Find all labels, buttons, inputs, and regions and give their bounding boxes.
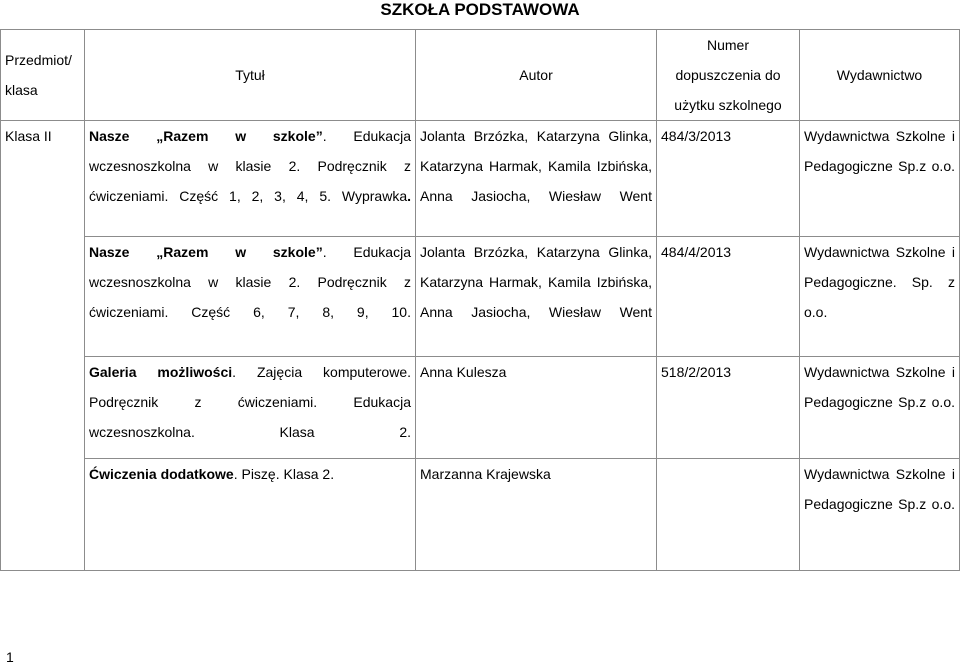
publisher-cell: Wydawnictwa Szkolne i Pedagogiczne Sp.z o.o. [800, 357, 960, 459]
header-number-line: użytku szkolnego [674, 97, 782, 113]
title-rest: . Edukacja wczesnoszkolna w klasie 2. Podręcznik z ćwiczeniami. Część 6, 7, 8, 9, 10. [89, 244, 411, 320]
title-tail: . [407, 188, 411, 204]
title-cell [85, 237, 416, 357]
author-cell: Anna Kulesza [416, 357, 657, 459]
publisher-cell: Wydawnictwa Szkolne i Pedagogiczne Sp.z o.o. [800, 459, 960, 571]
title-bold: Nasze „Razem w szkole” [89, 244, 323, 260]
title-cell [85, 357, 416, 459]
table-row [1, 357, 960, 459]
class-cell: Klasa II [1, 121, 85, 571]
author-cell: Jolanta Brzózka, Katarzyna Glinka, Katarzyna Harmak, Kamila Izbińska, Anna Jasiocha, Wiesław Went [416, 121, 657, 237]
title-bold: Ćwiczenia dodatkowe [89, 466, 234, 482]
author-cell: Marzanna Krajewska [416, 459, 657, 571]
author-cell: Jolanta Brzózka, Katarzyna Glinka, Katarzyna Harmak, Kamila Izbińska, Anna Jasiocha, Wiesław Went [416, 237, 657, 357]
title-bold: Nasze „Razem w szkole” [89, 128, 323, 144]
title-cell [85, 459, 416, 571]
header-number [657, 30, 800, 121]
header-subject-line: Przedmiot/ [5, 52, 72, 68]
header-subject [1, 30, 85, 121]
number-cell: 484/4/2013 [657, 237, 800, 357]
number-cell [657, 459, 800, 571]
header-number-line: dopuszczenia do [675, 67, 781, 83]
table-row [1, 121, 960, 237]
table-row [1, 459, 960, 571]
title-rest: . Piszę. Klasa 2. [233, 466, 335, 482]
textbook-table [0, 29, 960, 571]
document-title: SZKOŁA PODSTAWOWA [380, 0, 580, 19]
header-row [1, 30, 960, 121]
number-cell: 518/2/2013 [657, 357, 800, 459]
header-number-line: Numer [706, 37, 749, 53]
table-row [1, 237, 960, 357]
header-title: Tytuł [85, 30, 416, 121]
page-number: 1 [6, 649, 14, 665]
header-author: Autor [416, 30, 657, 121]
publisher-cell: Wydawnictwa Szkolne i Pedagogiczne. Sp. z o.o. [800, 237, 960, 357]
title-cell [85, 121, 416, 237]
header-subject-line: klasa [5, 82, 38, 98]
publisher-cell: Wydawnictwa Szkolne i Pedagogiczne Sp.z o.o. [800, 121, 960, 237]
number-cell: 484/3/2013 [657, 121, 800, 237]
title-bold: Galeria możliwości [89, 364, 233, 380]
title-rest: . Edukacja wczesnoszkolna w klasie 2. Podręcznik z ćwiczeniami. Część 1, 2, 3, 4, 5. Wyprawka [89, 128, 411, 204]
title-rest: . Zajęcia komputerowe. Podręcznik z ćwiczeniami. Edukacja wczesnoszkolna. Klasa 2. [89, 364, 411, 440]
header-publisher: Wydawnictwo [800, 30, 960, 121]
